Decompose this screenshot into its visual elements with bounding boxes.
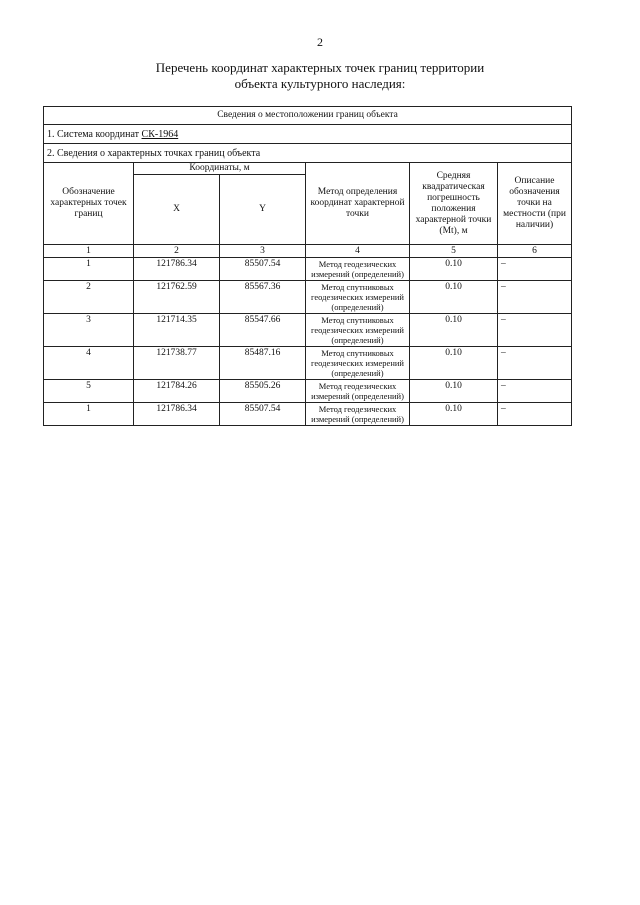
y-cell: 85547.66	[220, 314, 306, 347]
table-row	[44, 403, 572, 426]
point-cell: 2	[44, 281, 134, 314]
col-number: 4	[306, 245, 410, 258]
characteristic-points-row: 2. Сведения о характерных точках границ объекта	[44, 144, 572, 163]
point-cell: 3	[44, 314, 134, 347]
method-cell: Метод геодезических измерений (определений)	[306, 380, 410, 403]
x-cell: 121784.26	[134, 380, 220, 403]
desc-cell: –	[498, 380, 572, 403]
coordinates-table	[43, 106, 572, 426]
method-cell: Метод геодезических измерений (определений)	[306, 403, 410, 426]
col-number: 3	[220, 245, 306, 258]
page-number: 2	[317, 35, 323, 49]
col-x-header: X	[134, 175, 220, 245]
col-number: 6	[498, 245, 572, 258]
col-number: 1	[44, 245, 134, 258]
col-number: 5	[410, 245, 498, 258]
x-cell: 121762.59	[134, 281, 220, 314]
y-cell: 85505.26	[220, 380, 306, 403]
table-header: Сведения о местоположении границ объекта	[44, 107, 572, 125]
table-row	[44, 347, 572, 380]
col-error-header: Средняя квадратическая погрешность положения характерной точки (Mt), м	[410, 163, 498, 245]
method-cell: Метод спутниковых геодезических измерений (определений)	[306, 347, 410, 380]
x-cell: 121786.34	[134, 403, 220, 426]
y-cell: 85487.16	[220, 347, 306, 380]
desc-cell: –	[498, 258, 572, 281]
y-cell: 85567.36	[220, 281, 306, 314]
coordinate-system-row	[44, 125, 572, 144]
coordinate-system-label: 1. Система координат	[47, 128, 142, 140]
error-cell: 0.10	[410, 281, 498, 314]
method-cell: Метод геодезических измерений (определений)	[306, 258, 410, 281]
x-cell: 121714.35	[134, 314, 220, 347]
method-cell: Метод спутниковых геодезических измерений (определений)	[306, 314, 410, 347]
y-cell: 85507.54	[220, 258, 306, 281]
title-line-2: объекта культурного наследия:	[234, 76, 406, 91]
point-cell: 1	[44, 403, 134, 426]
col-coords-header: Координаты, м	[134, 163, 306, 175]
table-row	[44, 258, 572, 281]
table-row	[44, 314, 572, 347]
desc-cell: –	[498, 281, 572, 314]
desc-cell: –	[498, 314, 572, 347]
x-cell: 121786.34	[134, 258, 220, 281]
point-cell: 1	[44, 258, 134, 281]
error-cell: 0.10	[410, 347, 498, 380]
desc-cell: –	[498, 347, 572, 380]
point-cell: 4	[44, 347, 134, 380]
desc-cell: –	[498, 403, 572, 426]
y-cell: 85507.54	[220, 403, 306, 426]
error-cell: 0.10	[410, 403, 498, 426]
x-cell: 121738.77	[134, 347, 220, 380]
table-row	[44, 380, 572, 403]
col-y-header: Y	[220, 175, 306, 245]
table-row	[44, 281, 572, 314]
col-method-header: Метод определения координат характерной точки	[306, 163, 410, 245]
method-cell: Метод спутниковых геодезических измерений (определений)	[306, 281, 410, 314]
col-point-header: Обозначение характерных точек границ	[44, 163, 134, 245]
document-title	[120, 60, 520, 92]
point-cell: 5	[44, 380, 134, 403]
col-number: 2	[134, 245, 220, 258]
error-cell: 0.10	[410, 380, 498, 403]
error-cell: 0.10	[410, 314, 498, 347]
coordinate-system-value: СК-1964	[141, 128, 179, 140]
col-desc-header: Описание обозначения точки на местности (при наличии)	[498, 163, 572, 245]
error-cell: 0.10	[410, 258, 498, 281]
title-line-1: Перечень координат характерных точек границ территории	[155, 60, 485, 75]
